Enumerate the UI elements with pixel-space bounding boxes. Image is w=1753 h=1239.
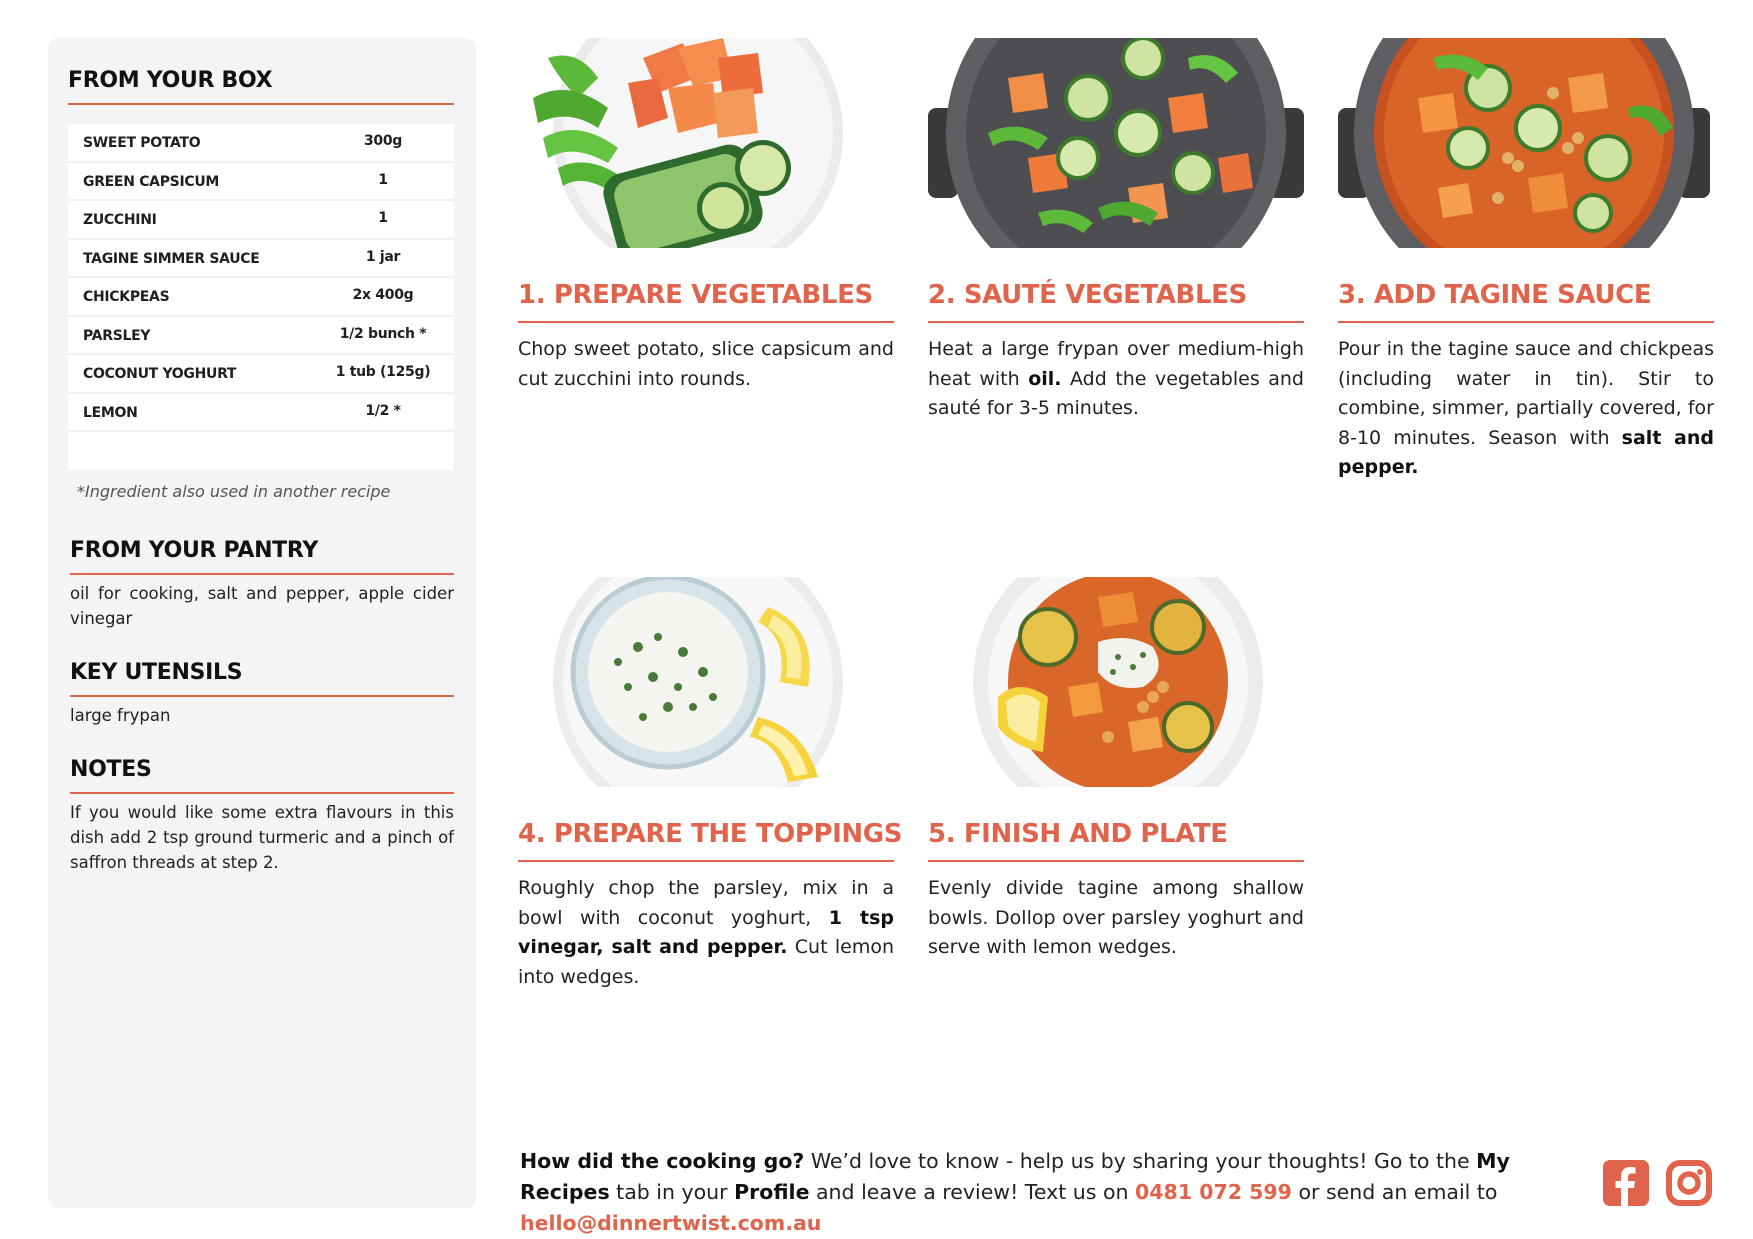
ingredient-quantity: 1/2 * [365,402,401,419]
ingredient-quantity: 1 jar [365,248,401,265]
ingredient-quantity: 1 [378,171,388,188]
ingredient-row [68,240,454,279]
ingredient-name: LEMON [83,404,138,421]
text-segment: We’d love to know - help us by sharing your thoughts! Go to the [804,1149,1477,1173]
ingredient-name: PARSLEY [83,327,151,344]
ingredient-name: ZUCCHINI [83,212,157,228]
text-segment: and leave a review! Text us on [809,1180,1136,1204]
text-segment: or send an email to [1291,1180,1498,1204]
ingredient-quantity: 300g [363,133,403,149]
step-1-title: 1. PREPARE VEGETABLES [518,280,873,310]
ingredient-quantity: 1 [378,210,388,226]
feedback-message [520,1146,1580,1239]
step-2-title: 2. SAUTÉ VEGETABLES [928,280,1247,310]
bold-text: Profile [734,1180,810,1204]
ingredient-row [68,201,454,240]
pantry-text: oil for cooking, salt and pepper, apple cider vinegar [70,584,454,628]
step-1-instructions [518,335,894,394]
instagram-link[interactable] [1666,1160,1712,1206]
ingredient-row [68,163,454,202]
bold-text: oil. [1028,367,1062,390]
notes-text: If you would like some extra flavours in this dish add 2 tsp ground turmeric and a pinch of saffron threads at step 2. [70,803,454,872]
ingredients-sidebar [48,38,476,1208]
text-segment: Pour in the tagine sauce and chickpeas (including water in tin). Stir to combine, simmer, partially covered, for 8-10 minutes. Season with [1338,338,1714,449]
step-4-title: 4. PREPARE THE TOPPINGS [518,819,903,849]
ingredient-row [68,124,454,163]
step-4-photo [518,577,894,787]
bold-text: 1 tsp vinegar, salt and pepper. [518,906,895,958]
text-segment: tab in your [609,1180,735,1204]
heading-rule [70,573,454,575]
ingredient-row [68,317,454,356]
step-3-photo [1338,38,1714,248]
ingredients-table [68,124,454,470]
ingredient-row [68,355,454,394]
ingredient-name: GREEN CAPSICUM [83,173,220,190]
step-rule [928,860,1304,862]
ingredient-name: CHICKPEAS [83,289,170,305]
ingredient-name: TAGINE SIMMER SAUCE [83,250,260,267]
facebook-icon [1603,1160,1649,1206]
step-3-title: 3. ADD TAGINE SAUCE [1338,280,1652,310]
text-segment: Add the vegetables and sauté for 3-5 minutes. [928,367,1304,419]
instagram-icon [1666,1160,1712,1206]
from-your-pantry-heading: FROM YOUR PANTRY [70,538,318,563]
bold-text: How did the cooking go? [520,1149,805,1173]
step-rule [518,321,894,323]
ingredient-footnote: *Ingredient also used in another recipe [77,482,391,501]
notes-heading: NOTES [70,757,152,782]
step-rule [928,321,1304,323]
from-your-box-heading: FROM YOUR BOX [68,68,273,93]
ingredient-row [68,278,454,317]
step-5-photo [928,577,1304,787]
step-rule [518,860,894,862]
ingredient-quantity: 1/2 bunch * [339,325,427,342]
key-utensils-heading: KEY UTENSILS [70,660,243,685]
ingredient-quantity: 1 tub (125g) [335,364,431,380]
heading-rule [70,792,454,794]
bold-text: salt and pepper. [1338,426,1715,478]
step-rule [1338,321,1714,323]
ingredient-row [68,394,454,433]
text-segment: Cut lemon into wedges. [518,936,895,988]
step-2-instructions [928,335,1304,424]
heading-rule [68,103,454,105]
text-segment: Roughly chop the parsley, mix in a bowl with coconut yoghurt, [518,877,894,929]
text-segment: Evenly divide tagine among shallow bowls. Dollop over parsley yoghurt and serve with lemon wedges. [928,877,1304,958]
contact-link[interactable]: 0481 072 599 [1135,1180,1292,1204]
step-5-instructions [928,874,1304,963]
heading-rule [70,695,454,697]
step-4-instructions [518,874,894,992]
ingredient-quantity: 2x 400g [352,287,414,303]
text-segment: Chop sweet potato, slice capsicum and cut zucchini into rounds. [518,338,894,390]
step-5-title: 5. FINISH AND PLATE [928,819,1228,849]
bold-text: My Recipes [520,1149,1510,1204]
facebook-link[interactable] [1603,1160,1649,1206]
text-segment: Heat a large frypan over medium-high heat with [928,338,1304,390]
contact-link[interactable]: hello@dinnertwist.com.au [520,1211,822,1235]
step-3-instructions [1338,335,1714,483]
utensils-text: large frypan [70,706,171,725]
step-1-photo [518,38,894,248]
step-2-photo [928,38,1304,248]
ingredient-name: COCONUT YOGHURT [83,366,237,382]
ingredient-name: SWEET POTATO [83,135,201,151]
